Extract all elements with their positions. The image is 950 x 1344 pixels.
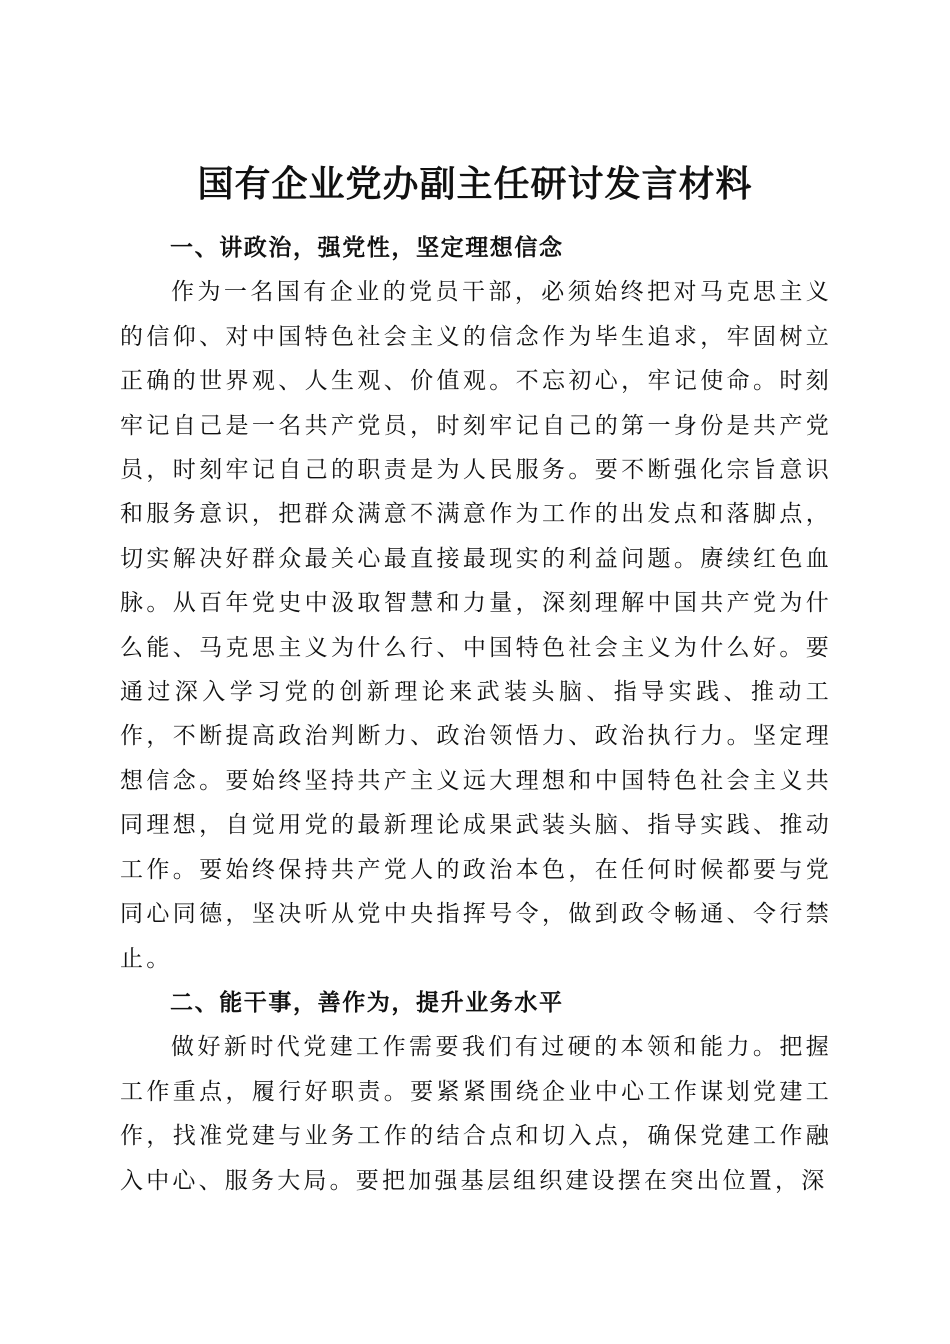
- document-body: [120, 226, 832, 1203]
- section-paragraph-2: 做好新时代党建工作需要我们有过硬的本领和能力。把握工作重点，履行好职责。要紧紧围绕企业中心工作谋划党建工作，找准党建与业务工作的结合点和切入点，确保党建工作融入中心、服务大局。要把加强基层组织建设摆在突出位置，深: [120, 1034, 832, 1194]
- section-paragraph-1: 作为一名国有企业的党员干部，必须始终把对马克思主义的信仰、对中国特色社会主义的信念作为毕生追求，牢固树立正确的世界观、人生观、价值观。不忘初心，牢记使命。时刻牢记自己是一名共产党员，时刻牢记自己的第一身份是共产党员，时刻牢记自己的职责是为人民服务。要不断强化宗旨意识和服务意识，把群众满意不满意作为工作的出发点和落脚点，切实解决好群众最关心最直接最现实的利益问题。赓续红色血脉。从百年党史中汲取智慧和力量，深刻理解中国共产党为什么能、马克思主义为什么行、中国特色社会主义为什么好。要通过深入学习党的创新理论来武装头脑、指导实践、推动工作，不断提高政治判断力、政治领悟力、政治执行力。坚定理想信念。要始终坚持共产主义远大理想和中国特色社会主义共同理想，自觉用党的最新理论成果武装头脑、指导实践、推动工作。要始终保持共产党人的政治本色，在任何时候都要与党同心同德，坚决听从党中央指挥号令，做到政令畅通、令行禁止。: [120, 279, 832, 972]
- section-heading-1: 一、讲政治，强党性，坚定理想信念: [170, 235, 564, 261]
- section-heading-2: 二、能干事，善作为，提升业务水平: [170, 989, 564, 1016]
- document-title: 国有企业党办副主任研讨发言材料: [197, 163, 753, 206]
